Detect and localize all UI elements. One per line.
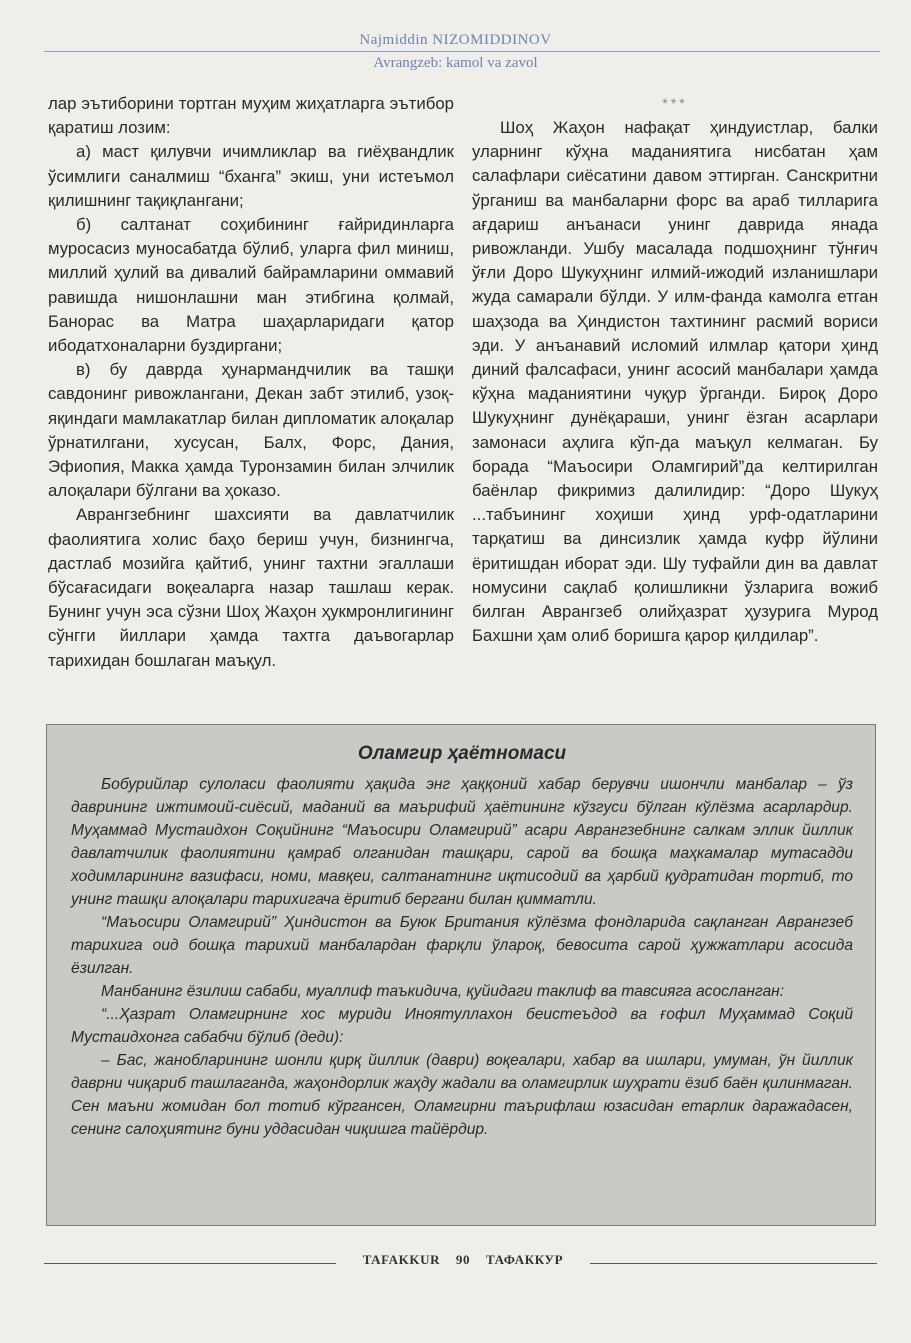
- sidebar-paragraph-4: “...Ҳазрат Оламгирнинг хос муриди Иноятуллахон беистеъдод ва ғофил Муҳаммад Соқий Мустаидхонга сабабчи бўлиб (деди):: [71, 1006, 853, 1046]
- left-paragraph-5: Аврангзебнинг шахсияти ва давлатчилик фаолиятига холис баҳо бериш учун, бизнингча, дастлаб мозийга қайтиб, унинг тахтни эгаллаши бўсағасидаги воқеаларга назар ташлаш керак. Бунинг учун эса сўзни Шоҳ Жаҳон ҳукмронлигининг сўнгги йиллари ҳамда тахтга даъвогарлар тарихидан бошлаган маъқул.: [48, 505, 454, 670]
- left-paragraph-2: а) маст қилувчи ичимликлар ва гиёҳвандлик ўсимлиги саналмиш “бханга” экиш, уни истеъмол қилишнинг тақиқлангани;: [48, 142, 454, 210]
- footer-label-cyrillic: ТАФАККУР: [485, 1252, 564, 1267]
- sidebar-box: [46, 724, 876, 1226]
- footer-text: [336, 1252, 590, 1268]
- left-paragraph-3: б) салтанат соҳибининг ғайридинларга муросасиз муносабатда бўлиб, уларга фил миниш, миллий ҳулий ва дивалий байрамларини оммавий равишда нишонлашни ман этибгина қолмай, Банорас ва Матра шаҳарларидаги қатор ибодатхоналарни буздиргани;: [48, 215, 454, 356]
- left-paragraph-4: в) бу даврда ҳунармандчилик ва ташқи савдонинг ривожлангани, Декан забт этилиб, узоқ-яқиндаги мамлакатлар билан дипломатик алоқалар ўрнатилгани, хусусан, Балх, Форс, Дания, Эфиопия, Макка ҳамда Туронзамин билан элчилик алоқалари бўлгани ва ҳоказо.: [48, 360, 454, 501]
- right-column: [472, 92, 878, 648]
- header-rule: [44, 51, 880, 52]
- sidebar-title: Оламгир ҳаётномаси: [357, 743, 567, 764]
- section-separator: ***: [662, 95, 688, 111]
- sidebar-paragraph-2: “Маъосири Оламгирий” Ҳиндистон ва Буюк Британия кўлёзма фондларида сақланган Аврангзеб тарихига оид бошқа тарихий манбалардан фарқли ўлароқ, бевосита сарой ҳужжатлари асосида ёзилган.: [71, 914, 853, 977]
- sidebar-paragraph-5: – Бас, жанобларининг шонли қирқ йиллик (даври) воқеалари, хабар ва ишлари, умуман, ўн йиллик даврни чиқариб ташлаганда, жаҳондорлик жаҳду жадали ва оламгирлик шуҳрати ёзиб баён қилинмаган. Сен маъни жомидан бол тотиб кўргансен, Оламгирни таърифлаш юзасидан етарлик даражадасен, сенинг салоҳиятинг буни уддасидан чиқишга тайёрдир.: [71, 1052, 853, 1138]
- footer-label-latin: TAFAKKUR: [362, 1252, 441, 1267]
- left-paragraph-1: лар эътиборини тортган муҳим жиҳатларга эътибор қаратиш лозим:: [48, 94, 454, 138]
- running-header-title: Avrangzeb: kamol va zavol: [373, 55, 538, 71]
- page-number: 90: [455, 1252, 471, 1267]
- page-footer: [0, 1250, 911, 1274]
- left-column: [48, 92, 454, 673]
- running-header-author: Najmiddin NIZOMIDDINOV: [359, 32, 552, 48]
- sidebar-paragraph-1: Бобурийлар сулоласи фаолияти ҳақида энг ҳаққоний хабар берувчи ишончли манбалар – ўз даврининг ижтимоий-сиёсий, маданий ва маърифий ҳаётининг кўзгуси бўлган кўлёзма асарлардир. Муҳаммад Мустаидхон Соқийнинг “Маъосири Оламгирий” асари Аврангзебнинг салкам эллик йиллик давлатчилик фаолиятини қамраб олганидан ташқари, сарой ва бошқа маҳкамалар мутасадди ходимларининг вазифаси, номи, мавқеи, салтанатнинг иқтисодий ва ҳарбий қудратидан тортиб, то унинг ташқи алоқалари тарихигача ёритиб бергани билан қимматли.: [71, 776, 853, 908]
- sidebar-paragraph-3: Манбанинг ёзилиш сабаби, муаллиф таъкидича, қуйидаги таклиф ва тавсияга асосланган:: [101, 983, 785, 1000]
- footer-rule-left: [44, 1263, 336, 1264]
- footer-rule-right: [590, 1263, 877, 1264]
- right-paragraph-1: Шоҳ Жаҳон нафақат ҳиндуистлар, балки уларнинг кўҳна маданиятига нисбатан ҳам салафлари сиёсатини давом эттирган. Санскритни ўрганиш ва манбаларни форс ва араб тилларига ағдариш анъанаси унинг даврида янада ривожланди. Ушбу масалада подшоҳнинг тўнғич ўғли Доро Шукуҳнинг илмий-ижодий изланишлари жуда самарали бўлди. У илм-фанда камолга етган шаҳзода ва Ҳиндистон тахтининг расмий вориси эди. У анъанавий исломий илмлар қатори ҳинд диний фалсафаси, унинг асосий манбалари ҳамда кўҳна маданиятини чуқур ўрганди. Бироқ Доро Шукуҳнинг дунёқараши, унинг ёзган асарлари замонаси аҳлига кўп-да маъқул келмаган. Бу борада “Маъосири Оламгирий”да келтирилган баёнлар фикримиз далилидир: “Доро Шукуҳ ...табъининг хоҳиши ҳинд урф-одатларини тарқатиш ва динсизлик ҳамда куфр йўлини ёритишдан иборат эди. Шу туфайли дин ва давлат номусини сақлаб қолишликни ўзларига вожиб билган Аврангзеб олийҳазрат ҳузурига Мурод Бахшни ҳам олиб боришга қарор қилдилар”.: [472, 118, 878, 646]
